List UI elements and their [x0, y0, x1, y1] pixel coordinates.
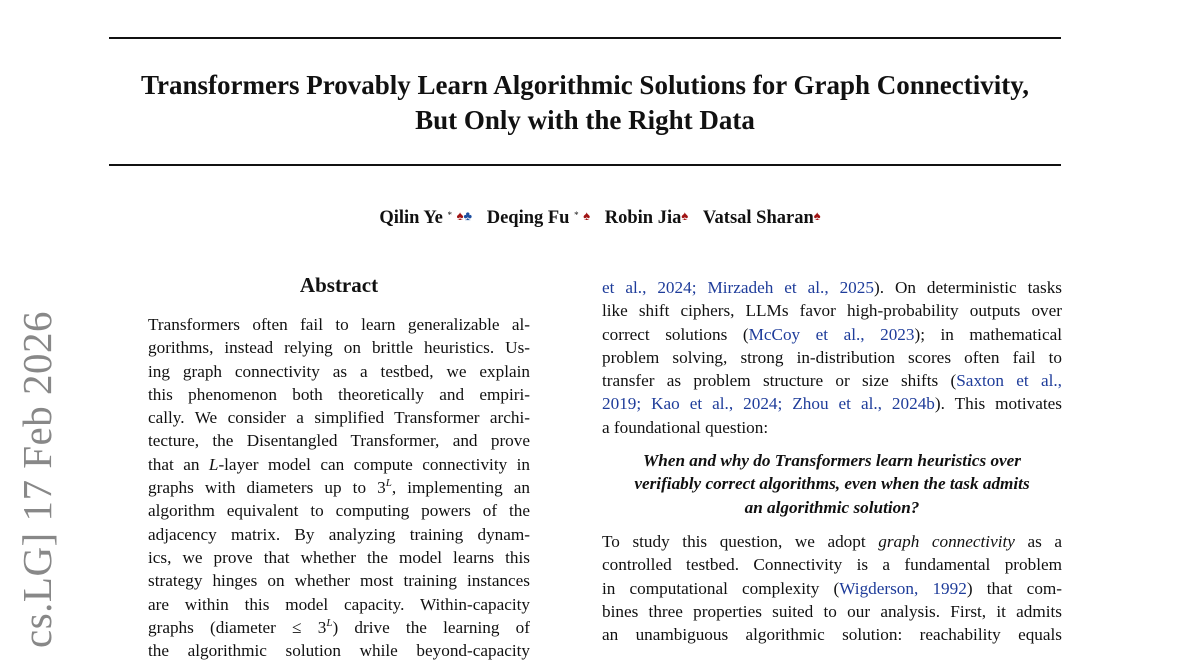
intro-line: correct solutions (McCoy et al., 2023); in mathematical [602, 324, 1062, 344]
intro-line: problem solving, strong in-distribution scores often fail to [602, 347, 1062, 367]
club-affiliation-icon: ♣ [463, 208, 473, 223]
emphasis-term: graph connectivity [878, 531, 1015, 551]
spade-affiliation-icon: ♠ [583, 208, 591, 223]
author-deqing-fu [487, 208, 595, 228]
paper-title [90, 68, 1080, 138]
abstract-body [148, 313, 530, 662]
top-rule [109, 37, 1061, 39]
author-robin-jia [605, 208, 693, 228]
abstract-line: Transformers often fail to learn generalizable al- [148, 315, 530, 334]
spade-affiliation-icon: ♠ [813, 208, 821, 223]
abstract-line: ing graph connectivity as a testbed, we explain [148, 361, 530, 381]
citation-link[interactable]: Wigderson, 1992 [839, 578, 967, 598]
abstract-line: graphs (diameter ≤ $3^L$) drive the learning of [148, 616, 530, 637]
abstract-line: gorithms, instead relying on brittle heuristics. Us- [148, 338, 530, 358]
question-line: When and why do Transformers learn heuristics over [642, 451, 1021, 471]
abstract-line: this phenomenon both theoretically and empiri- [148, 384, 530, 404]
abstract-heading: Abstract [299, 273, 379, 297]
author-name: Deqing Fu [486, 208, 570, 228]
abstract-line: strategy hinges on whether most training instances [148, 571, 530, 591]
author-name: Qilin Ye [379, 208, 443, 228]
abstract-line: the algorithmic solution while beyond-capacity [148, 641, 530, 661]
author-vatsal-sharan [703, 208, 821, 228]
author-qilin-ye [379, 208, 476, 228]
question-line: an algorithmic solution? [744, 497, 920, 517]
intro-line: like shift ciphers, LLMs favor high-probability outputs over [602, 301, 1062, 321]
body-line: in computational complexity (Wigderson, 1992) that com- [602, 578, 1062, 598]
author-name: Robin Jia [604, 208, 682, 228]
abstract-line: that an L-layer model can compute connectivity in [148, 454, 530, 474]
equal-contribution-mark: * [447, 210, 453, 220]
arxiv-identifier-stamp: cs.LG] 17 Feb 2026 [14, 311, 60, 648]
abstract-line: graphs with diameters up to $3^L$, implementing an [148, 477, 531, 498]
research-question [602, 449, 1062, 519]
abstract-line: ics, we prove that whether the model learns this [148, 547, 530, 567]
abstract-line: adjacency matrix. By analyzing training dynam- [148, 524, 530, 544]
bottom-rule [109, 164, 1061, 166]
introduction-column [602, 276, 1062, 646]
abstract-line: are within this model capacity. Within-capacity [148, 594, 530, 614]
spade-affiliation-icon: ♠ [681, 208, 689, 223]
intro-line: transfer as problem structure or size shifts (Saxton et al., [602, 371, 1062, 391]
question-line: verifiably correct algorithms, even when the task admits [634, 474, 1030, 494]
citation-link[interactable]: 2019; Kao et al., 2024; Zhou et al., 2024b [602, 394, 935, 414]
citation-link[interactable]: et al., 2024; Mirzadeh et al., 2025 [602, 278, 874, 297]
author-name: Vatsal Sharan [702, 208, 814, 228]
title-line-1: Transformers Provably Learn Algorithmic Solutions for Graph Connectivity, [141, 70, 1029, 100]
author-list [0, 208, 1200, 229]
abstract-line: algorithm equivalent to computing powers of the [148, 501, 530, 521]
intro-line: 2019; Kao et al., 2024; Zhou et al., 2024b). This motivates [602, 394, 1062, 414]
intro-line: a foundational question: [602, 417, 769, 437]
body-line: controlled testbed. Connectivity is a fundamental problem [602, 555, 1062, 575]
abstract-line: tecture, the Disentangled Transformer, and prove [148, 431, 530, 451]
spade-affiliation-icon: ♠ [456, 208, 464, 223]
body-line: bines three properties suited to our analysis. First, it admits [602, 601, 1062, 621]
body-line: an unambiguous algorithmic solution: reachability equals [602, 625, 1062, 645]
intro-line: et al., 2024; Mirzadeh et al., 2025). On deterministic tasks [602, 278, 1062, 297]
title-line-2: But Only with the Right Data [415, 105, 755, 135]
citation-link[interactable]: Saxton et al., [956, 371, 1062, 391]
abstract-line: cally. We consider a simplified Transformer archi- [148, 408, 530, 428]
citation-link[interactable]: McCoy et al., 2023 [748, 324, 915, 344]
body-line: To study this question, we adopt graph connectivity as a [602, 531, 1062, 551]
body-paragraph [602, 530, 1062, 646]
equal-contribution-mark: * [574, 210, 579, 220]
